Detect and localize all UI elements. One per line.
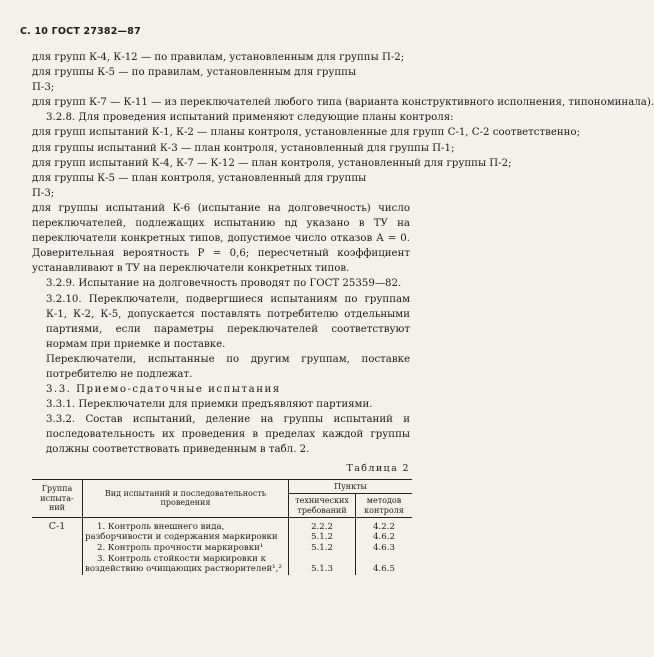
paragraph: 3.3.1. Переключатели для приемки предъявляют партиями. bbox=[46, 399, 373, 411]
text-line bbox=[32, 110, 454, 125]
document-body bbox=[32, 50, 654, 575]
text-line bbox=[32, 141, 455, 156]
table-2 bbox=[32, 479, 412, 576]
table-caption: Таблица 2 bbox=[346, 462, 410, 474]
paragraph: 3.2.9. Испытание на долговечность проводят по ГОСТ 25359—82. bbox=[46, 278, 402, 290]
text-line: для группы К-5 — по правилам, установленным для группы bbox=[32, 67, 357, 79]
table-cell-method: 4.2.2 4.6.2 bbox=[356, 518, 413, 544]
text-line: П-3; bbox=[32, 187, 55, 199]
text-line bbox=[32, 125, 580, 140]
paragraph: 3.2.10. Переключатели, подвергшиеся испытаниям по группам К-1, К-2, К-5, допускается поставлять потребителю отдельными партиями, если параметры переключателей соответствуют нормам при приемке и поставке. bbox=[46, 293, 410, 350]
paragraph: для группы испытаний К-6 (испытание на долговечность) число переключателей, подлежащих испытанию nд указано в ТУ на переключатели конкретных типов, допустимое число отказов А = 0. Доверительная вероятность Р = 0,6; пересчетный коэффициент устанавливают в ТУ на переключатели конкретных типов. bbox=[32, 202, 410, 275]
text-line: для групп К-7 — К-11 — из переключателей любого типа (варианта конструктивного исполнения, типономинала). bbox=[32, 97, 654, 109]
table-row bbox=[32, 543, 412, 554]
text-line: для групп К-4, К-12 — по правилам, установленным для группы П-2; bbox=[32, 52, 405, 63]
table-cell-method: 4.6.3 bbox=[356, 543, 413, 554]
text-line bbox=[32, 95, 654, 110]
paragraph: 3.3.2. Состав испытаний, деление на группы испытаний и последовательность их проведения в пределах каждой группы должны соответствовать приведенным в табл. 2. bbox=[46, 414, 410, 456]
table-cell-work: 3. Контроль стойкости маркировки к воздействию очищающих растворителей¹,² bbox=[83, 554, 289, 575]
text-line bbox=[32, 156, 512, 171]
text-line: для группы К-5 — план контроля, установленный для группы bbox=[32, 172, 367, 184]
paragraph: Переключатели, испытанные по другим группам, поставке потребителю не подлежат. bbox=[46, 353, 410, 380]
col-header-work: Вид испытаний и последовательность проведения bbox=[83, 479, 289, 518]
text-line: 3.2.8. Для проведения испытаний применяют следующие планы контроля: bbox=[46, 112, 454, 124]
table-cell-work: 2. Контроль прочности маркировки¹ bbox=[83, 543, 289, 554]
text-line: для группы испытаний К-3 — план контроля, установленный для группы П-1; bbox=[32, 142, 455, 154]
text-line: для групп испытаний К-1, К-2 — планы контроля, установленные для групп С-1, С-2 соответственно; bbox=[32, 127, 580, 139]
col-header-methods: методов контроля bbox=[356, 494, 413, 518]
text-line: для групп испытаний К-4, К-7 — К-12 — план контроля, установленный для группы П-2; bbox=[32, 157, 512, 169]
col-header-tech: технических требований bbox=[289, 494, 356, 518]
table-row bbox=[32, 554, 412, 575]
table-cell-tech: 2.2.2 5.1.2 bbox=[289, 518, 356, 544]
text-line bbox=[32, 65, 410, 80]
table-cell-group: С-1 bbox=[48, 521, 66, 533]
col-header-points: Пункты bbox=[289, 479, 413, 494]
table-cell-empty bbox=[32, 554, 83, 575]
table-row bbox=[32, 518, 412, 544]
table-cell-empty bbox=[32, 543, 83, 554]
page-header: С. 10 ГОСТ 27382—87 bbox=[20, 26, 141, 37]
table-cell-tech: 5.1.2 bbox=[289, 543, 356, 554]
section-heading: 3.3. Приемо-сдаточные испытания bbox=[46, 384, 281, 396]
table-cell-work: 1. Контроль внешнего вида, разборчивости и содержания маркировки bbox=[83, 518, 289, 544]
text-line bbox=[32, 50, 410, 65]
text-line: П-3; bbox=[32, 82, 55, 94]
table-cell-tech: 5.1.3 bbox=[289, 554, 356, 575]
table-cell-method: 4.6.5 bbox=[356, 554, 413, 575]
col-header-group: Группа испыта-ний bbox=[32, 479, 83, 518]
